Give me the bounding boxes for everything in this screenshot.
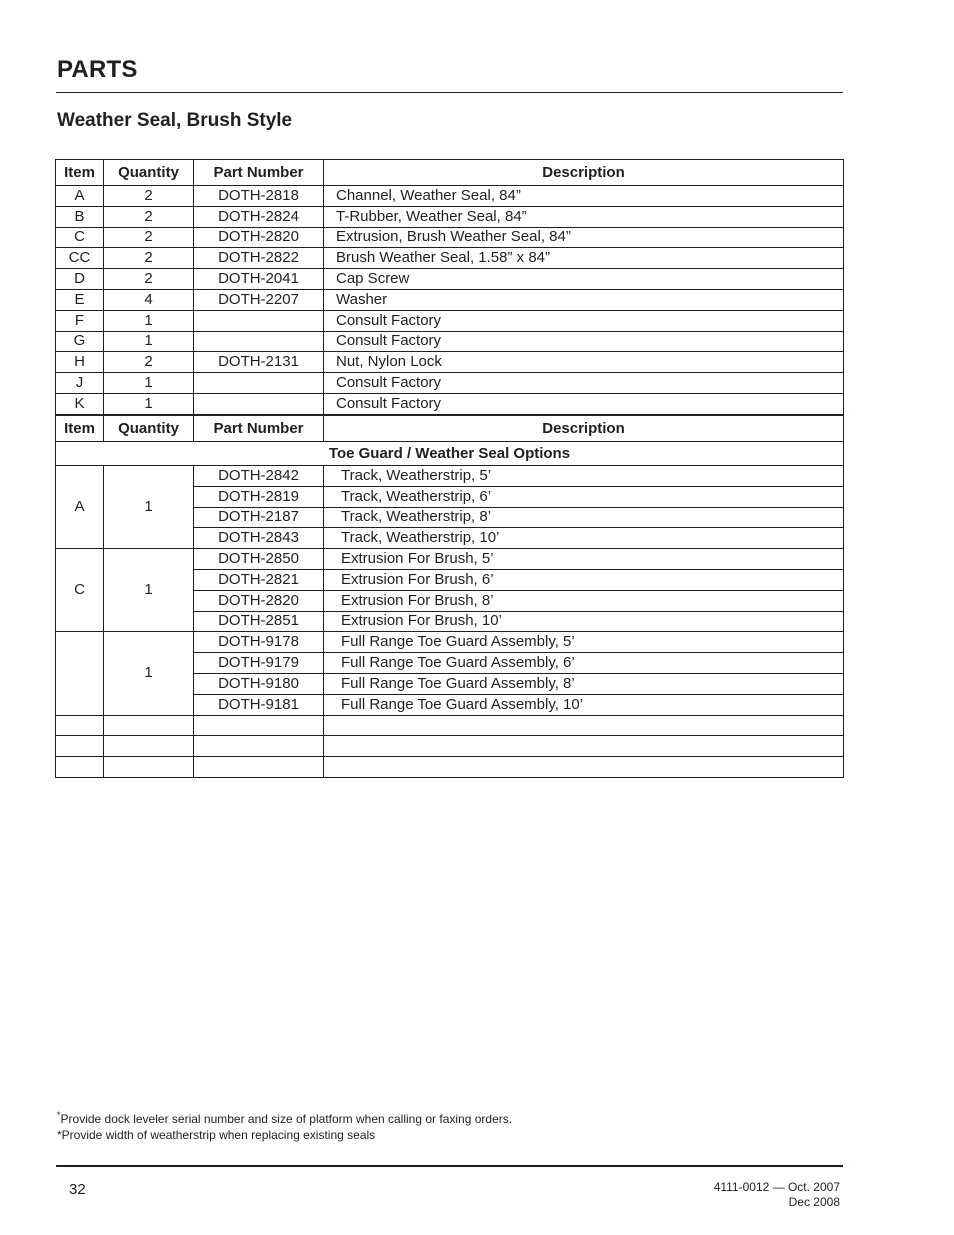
table-row [56,248,844,269]
empty-cell [194,757,324,778]
description-cell: Channel, Weather Seal, 84” [324,186,844,207]
part-number-cell [194,310,324,331]
item-cell: CC [56,248,104,269]
quantity-cell: 1 [104,632,194,715]
table-row [56,289,844,310]
page-title: PARTS [57,56,138,83]
part-number-cell: DOTH-2850 [194,549,324,570]
document-info [714,1180,840,1210]
description-cell: Full Range Toe Guard Assembly, 10’ [324,694,844,715]
part-number-cell: DOTH-9181 [194,694,324,715]
options-subheading: Toe Guard / Weather Seal Options [56,442,844,466]
table-row [56,352,844,373]
empty-cell [194,736,324,757]
table-row [56,186,844,207]
quantity-cell: 1 [104,393,194,414]
quantity-cell: 2 [104,206,194,227]
footnote-asterisk: * [57,1110,61,1120]
empty-cell [194,715,324,736]
part-number-cell: DOTH-9178 [194,632,324,653]
section-title: Weather Seal, Brush Style [57,110,293,131]
description-cell: Consult Factory [324,373,844,394]
empty-cell [104,757,194,778]
item-cell: F [56,310,104,331]
description-cell: Track, Weatherstrip, 6’ [324,486,844,507]
description-cell: Brush Weather Seal, 1.58” x 84” [324,248,844,269]
document-revision: Dec 2008 [788,1195,840,1209]
part-number-cell: DOTH-2187 [194,507,324,528]
quantity-cell: 2 [104,352,194,373]
item-cell: A [56,466,104,549]
description-cell: Consult Factory [324,310,844,331]
item-cell: G [56,331,104,352]
part-number-cell: DOTH-2041 [194,269,324,290]
table-header-row [56,416,844,442]
header-quantity: Quantity [104,416,194,442]
part-number-cell: DOTH-9179 [194,653,324,674]
footnotes [57,1111,512,1143]
quantity-cell: 1 [104,549,194,632]
item-cell: A [56,186,104,207]
description-cell: Track, Weatherstrip, 10’ [324,528,844,549]
table-row [56,269,844,290]
description-cell: Extrusion, Brush Weather Seal, 84” [324,227,844,248]
part-number-cell: DOTH-2821 [194,569,324,590]
part-number-cell [194,373,324,394]
item-cell: H [56,352,104,373]
empty-cell [104,736,194,757]
description-cell: Extrusion For Brush, 8’ [324,590,844,611]
part-number-cell [194,331,324,352]
page-number: 32 [69,1181,86,1198]
description-cell: Full Range Toe Guard Assembly, 6’ [324,653,844,674]
empty-row [56,715,844,736]
item-cell: E [56,289,104,310]
part-number-cell: DOTH-9180 [194,673,324,694]
description-cell: Extrusion For Brush, 10’ [324,611,844,632]
header-description: Description [324,416,844,442]
empty-cell [104,715,194,736]
empty-cell [56,736,104,757]
empty-cell [324,715,844,736]
part-number-cell: DOTH-2843 [194,528,324,549]
table-row [56,310,844,331]
part-number-cell: DOTH-2820 [194,590,324,611]
quantity-cell: 1 [104,310,194,331]
quantity-cell: 1 [104,331,194,352]
item-cell: D [56,269,104,290]
table-row [56,206,844,227]
part-number-cell: DOTH-2819 [194,486,324,507]
part-number-cell [194,393,324,414]
quantity-cell: 1 [104,466,194,549]
header-quantity: Quantity [104,160,194,186]
table-header-row [56,160,844,186]
header-item: Item [56,416,104,442]
description-cell: Full Range Toe Guard Assembly, 8’ [324,673,844,694]
empty-row [56,757,844,778]
item-cell [56,632,104,715]
part-number-cell: DOTH-2842 [194,466,324,487]
part-number-cell: DOTH-2824 [194,206,324,227]
part-number-cell: DOTH-2822 [194,248,324,269]
quantity-cell: 2 [104,269,194,290]
quantity-cell: 1 [104,373,194,394]
quantity-cell: 2 [104,227,194,248]
empty-cell [56,715,104,736]
document-id: 4111-0012 — Oct. 2007 [713,1180,840,1194]
item-cell: B [56,206,104,227]
description-cell: Extrusion For Brush, 6’ [324,569,844,590]
description-cell: Cap Screw [324,269,844,290]
item-cell: J [56,373,104,394]
footnote-2: *Provide width of weatherstrip when replacing existing seals [57,1128,376,1142]
part-number-cell: DOTH-2207 [194,289,324,310]
description-cell: Consult Factory [324,331,844,352]
empty-cell [324,736,844,757]
description-cell: Consult Factory [324,393,844,414]
item-cell: C [56,227,104,248]
header-part-number: Part Number [194,416,324,442]
footnote-1-text: Provide dock leveler serial number and size of platform when calling or faxing orders. [60,1112,513,1126]
part-number-cell: DOTH-2851 [194,611,324,632]
footer-divider [56,1165,843,1167]
table-row [56,466,844,487]
table-row [56,331,844,352]
options-table-body [56,466,844,778]
header-part-number: Part Number [194,160,324,186]
empty-cell [324,757,844,778]
header-item: Item [56,160,104,186]
table-row [56,373,844,394]
empty-row [56,736,844,757]
table-row [56,549,844,570]
description-cell: Extrusion For Brush, 5’ [324,549,844,570]
description-cell: Washer [324,289,844,310]
quantity-cell: 2 [104,186,194,207]
parts-table [55,159,844,415]
table-row [56,227,844,248]
table-row [56,632,844,653]
description-cell: Nut, Nylon Lock [324,352,844,373]
parts-table-body [56,186,844,415]
footnote-1 [57,1111,512,1127]
item-cell: K [56,393,104,414]
header-description: Description [324,160,844,186]
description-cell: Track, Weatherstrip, 8’ [324,507,844,528]
description-cell: T-Rubber, Weather Seal, 84” [324,206,844,227]
table-row [56,393,844,414]
item-cell: C [56,549,104,632]
part-number-cell: DOTH-2131 [194,352,324,373]
part-number-cell: DOTH-2820 [194,227,324,248]
quantity-cell: 4 [104,289,194,310]
description-cell: Track, Weatherstrip, 5’ [324,466,844,487]
title-divider [56,92,843,93]
part-number-cell: DOTH-2818 [194,186,324,207]
quantity-cell: 2 [104,248,194,269]
empty-cell [56,757,104,778]
options-table [55,415,844,778]
options-subheading-row [56,442,844,466]
description-cell: Full Range Toe Guard Assembly, 5’ [324,632,844,653]
